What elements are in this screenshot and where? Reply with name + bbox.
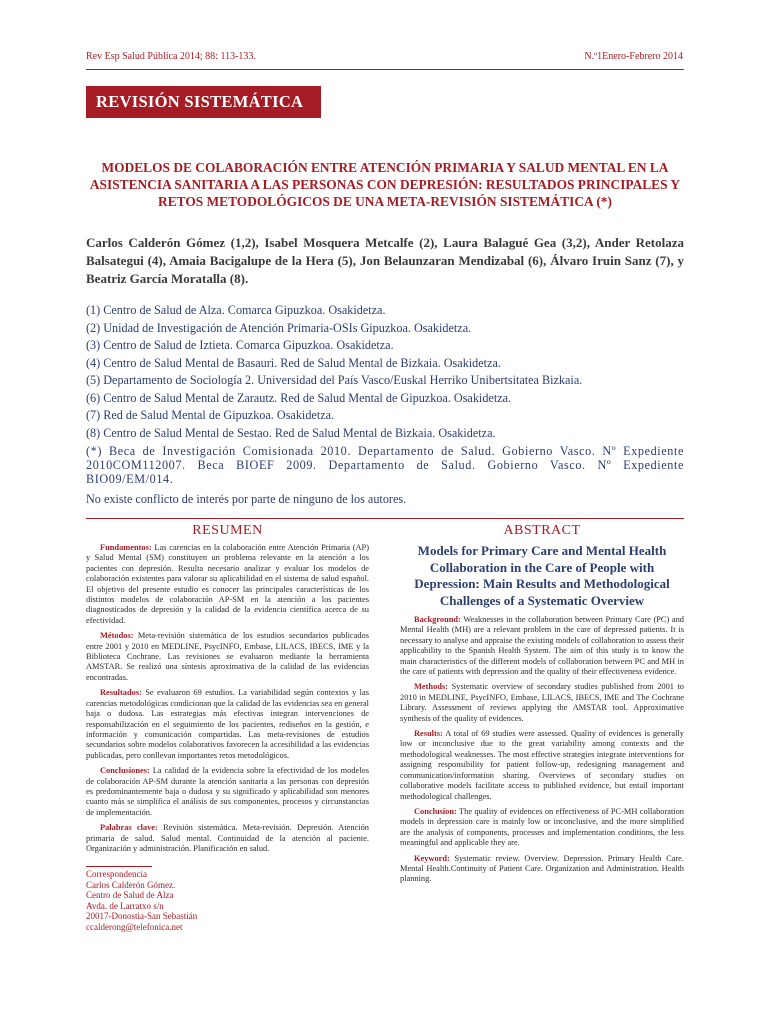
section-label: Background: bbox=[414, 615, 461, 624]
section-label: Resultados: bbox=[100, 688, 142, 698]
section-text: Systematic overview of secondary studies published from 2001 to 2010 in MEDLINE, PsycINFO, Embase, LILACS, IBECS, IME and The Cochrane Library. Assessment of reviews applying the AMSTAR tool. Approximative synthesis of the quality of evidences. bbox=[400, 682, 684, 723]
affiliation-item: (5) Departamento de Sociología 2. Universidad del País Vasco/Euskal Herriko Unibertsitatea Bizkaia. bbox=[86, 373, 583, 387]
funding-note: (*) Beca de Investigación Comisionada 2010. Departamento de Salud. Gobierno Vasco. Nº Expediente 2010COM112007. Beca BIOEF 2009. Departamento de Salud. Gobierno Vasco. Nº Expediente BIO09/EM/014. bbox=[86, 444, 684, 486]
resumen-section bbox=[86, 766, 369, 818]
correspondence-name: Carlos Calderón Gómez. bbox=[86, 879, 176, 890]
section-label: Keyword: bbox=[414, 853, 450, 863]
section-text: The quality of evidences on effectiveness of PC-MH collaboration models in depression care is mainly low or inconclusive, and the more simplified are the analysis of components, processes and implementation conditions, the less meaningful and applicable they are. bbox=[400, 806, 684, 848]
resumen-section bbox=[86, 823, 369, 854]
correspondence-city: 20017-Donostia-San Sebastián bbox=[86, 911, 198, 921]
section-label: Fundamentos: bbox=[100, 543, 152, 552]
issue-info: N.º1Enero-Febrero 2014 bbox=[584, 51, 683, 62]
section-text: Weaknesses in the collaboration between Primary Care (PC) and Mental Health (MH) are a relevant problem in the care of depressed patients. It is necessary to analyse and appraise the existing models of collaboration to assess their applicability to the Spanish Health System. The aim of this study is to know the main characteristics of the different models of collaboration between PC and MH in the care of patients with depression and the quality of their effectiveness evidence. bbox=[400, 615, 684, 677]
resumen-section bbox=[86, 631, 369, 683]
correspondence-heading: Correspondencia bbox=[86, 869, 147, 879]
section-text: Meta-revisión sistemática de los estudios secundarios publicados entre 2001 y 2010 en MEDLINE, PsycINFO, Embase, LILACS, IBECS, IME y la Biblioteca Cochrane. Las revisiones se evaluaron mediante la herramienta AMSTAR. Se realizó una síntesis aproximativa de la calidad de las evidencias encontradas. bbox=[86, 631, 369, 682]
abstract-section bbox=[400, 682, 684, 724]
section-text: Systematic review. Overview. Depression. Primary Health Care. Mental Health.Continuity of Patient Care. Organization and Administration. Health planning. bbox=[400, 853, 684, 884]
english-title: Models for Primary Care and Mental Health Collaboration in the Care of People with Depression: Main Results and Methodological Challenges of a Systematic Overview bbox=[414, 543, 670, 608]
section-label: Conclusion: bbox=[414, 806, 457, 816]
affiliation-item: (7) Red de Salud Mental de Gipuzkoa. Osakidetza. bbox=[86, 408, 335, 422]
correspondence-block bbox=[86, 866, 197, 932]
affiliation-item: (8) Centro de Salud Mental de Sestao. Red de Salud Mental de Bizkaia. Osakidetza. bbox=[86, 425, 496, 440]
resumen-column bbox=[86, 523, 369, 859]
correspondence-center: Centro de Salud de Alza bbox=[86, 890, 174, 900]
abstract-section bbox=[400, 854, 684, 885]
section-label: Methods: bbox=[414, 682, 448, 692]
affiliation-item: (1) Centro de Salud de Alza. Comarca Gipuzkoa. Osakidetza. bbox=[86, 303, 386, 317]
affiliations bbox=[86, 302, 684, 509]
section-text: Las carencias en la colaboración entre Atención Primaria (AP) y Salud Mental (SM) constituyen un problema relevante en la atención a los pacientes con depresión. Resulta necesario analizar y evaluar los modelos de colaboración existentes para valorar su aplicabilidad en el sistema de salud español. El objetivo del presente estudio es conocer las principales características de los distintos modelos de colaboración AP-SM en la atención a los pacientes diagnosticados de depresión y la calidad de la evidencia científica acerca de su efectividad. bbox=[86, 543, 369, 625]
abstract-section bbox=[400, 729, 684, 802]
correspondence-street: Avda. de Larratxo s/n bbox=[86, 900, 164, 911]
abstract-heading: ABSTRACT bbox=[503, 523, 581, 538]
affiliation-item: (3) Centro de Salud de Iztieta. Comarca Gipuzkoa. Osakidetza. bbox=[86, 338, 394, 352]
affiliation-item: (2) Unidad de Investigación de Atención Primaria-OSIs Gipuzkoa. Osakidetza. bbox=[86, 320, 472, 335]
resumen-heading: RESUMEN bbox=[192, 523, 263, 538]
section-label: Métodos: bbox=[100, 631, 134, 641]
conflict-statement: No existe conflicto de interés por parte de ninguno de los autores. bbox=[86, 492, 407, 506]
section-text: Revisión sistemática. Meta-revisión. Depresión. Atención primaria de salud. Salud mental. Continuidad de la atención al paciente. Organización y administración. Planificación en salud. bbox=[86, 823, 369, 853]
section-label: Conclusiones: bbox=[100, 766, 150, 776]
author-list: Carlos Calderón Gómez (1,2), Isabel Mosquera Metcalfe (2), Laura Balagué Gea (3,2), Ander Retolaza Balsategui (4), Amaia Bacigalupe de la Hera (5), Jon Belaunzaran Mendizabal (6), Álvaro Iruin Sanz (7), y Beatriz García Moratalla (8). bbox=[86, 235, 684, 286]
section-label: Results: bbox=[414, 729, 443, 739]
affiliation-item: (6) Centro de Salud Mental de Zarautz. Red de Salud Mental de Gipuzkoa. Osakidetza. bbox=[86, 390, 512, 405]
correspondence-divider bbox=[86, 866, 152, 867]
section-text: La calidad de la evidencia sobre la efectividad de los modelos de colaboración AP-SM durante la atención sanitaria a las personas con depresión es predominantemente baja o dudosa y su significado y aplicabilidad son menores cuanto más se simplifica el análisis de sus componentes, procesos y circunstancias de implementación. bbox=[86, 766, 369, 817]
resumen-section bbox=[86, 543, 369, 626]
journal-citation: Rev Esp Salud Pública 2014; 88: 113-133. bbox=[86, 51, 256, 62]
article-title: MODELOS DE COLABORACIÓN ENTRE ATENCIÓN PRIMARIA Y SALUD MENTAL EN LA ASISTENCIA SANITARIA A LAS PERSONAS CON DEPRESIÓN: RESULTADOS PRINCIPALES Y RETOS METODOLÓGICOS DE UNA META-REVISIÓN SISTEMÁTICA (*) bbox=[89, 160, 681, 209]
abstract-divider bbox=[86, 518, 684, 519]
resumen-section bbox=[86, 688, 369, 761]
abstract-section bbox=[400, 807, 684, 849]
section-label: REVISIÓN SISTEMÁTICA bbox=[86, 86, 321, 118]
section-text: Se evaluaron 69 estudios. La variabilidad según contextos y las carencias metodológicas condicionan que la calidad de las evidencias sea en general baja o dudosa. Las estrategias más efectivas integran intervenciones de responsabilización en el seguimiento de los pacientes, rediseños en la gestión, e información y comunicación compartidas. Las meta-revisiones de estudios secundarios sobre modelos colaborativos favorecen la accesibilidad a las evidencias publicadas, pero conllevan importantes retos metodológicos. bbox=[86, 688, 369, 760]
affiliation-item: (4) Centro de Salud Mental de Basauri. Red de Salud Mental de Bizkaia. Osakidetza. bbox=[86, 355, 501, 370]
correspondence-email[interactable]: ccalderong@telefonica.net bbox=[86, 921, 183, 932]
section-text: A total of 69 studies were assessed. Quality of evidences is generally low or inconclusive due to the great variability among contexts and the methodological weaknesses. The most effective strategies integrate interventions for assigning responsibility for patient follow-up, redesigning management and communication/information sharing. Overviews of secondary studies on collaborative models facilitate access to published evidence, but entail important methodological challenges. bbox=[400, 729, 684, 801]
header-divider bbox=[86, 69, 684, 70]
abstract-column bbox=[400, 523, 684, 890]
section-label: Palabras clave: bbox=[100, 823, 158, 833]
abstract-section bbox=[400, 615, 684, 677]
